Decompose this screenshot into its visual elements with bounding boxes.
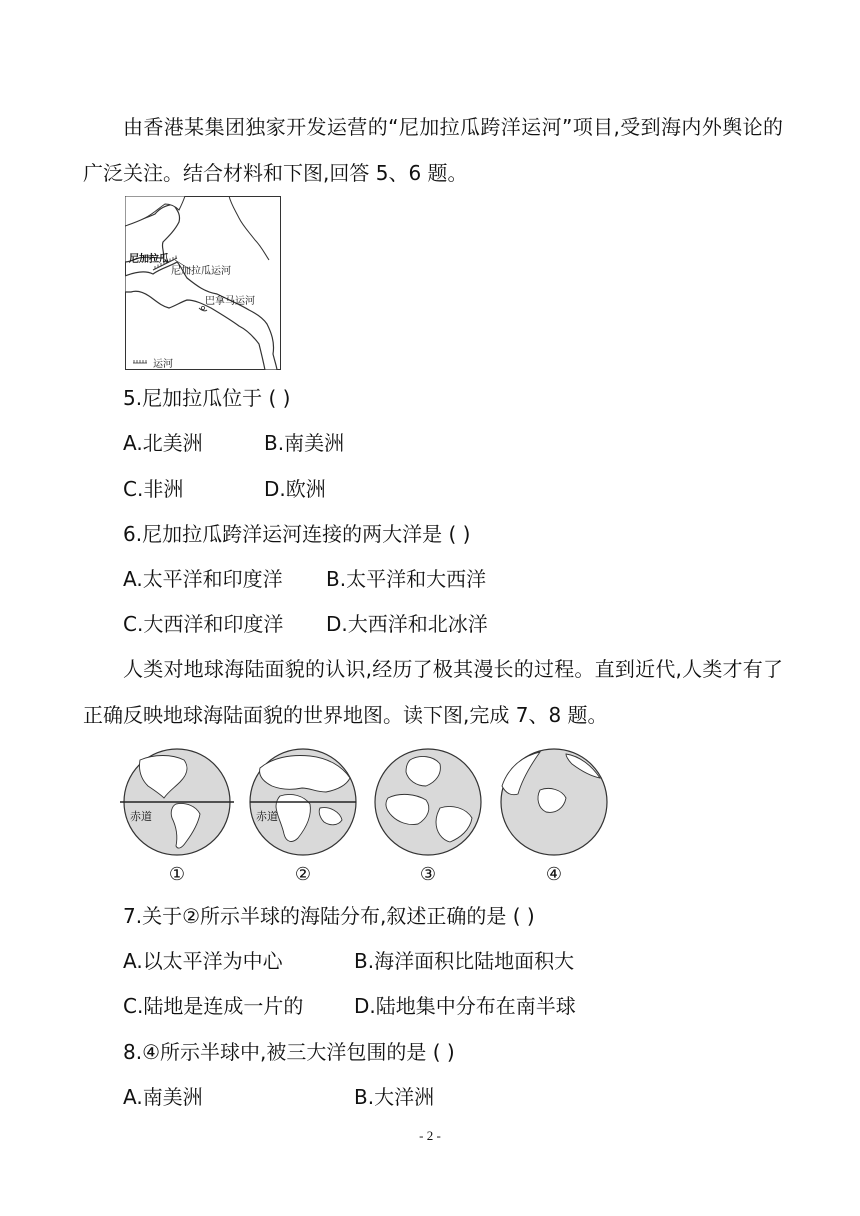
globe-2-equator-label: 赤道 — [256, 810, 278, 823]
question-6-stem: 6.尼加拉瓜跨洋运河连接的两大洋是 ( ) — [123, 522, 471, 546]
map-label-panama-canal: 巴拿马运河 — [205, 296, 255, 307]
question-6-option-b: B.太平洋和大西洋 — [326, 567, 487, 591]
question-8-option-a: A.南美洲 — [123, 1085, 203, 1109]
question-5-option-a: A.北美洲 — [123, 431, 203, 455]
question-6-option-a: A.太平洋和印度洋 — [123, 567, 283, 591]
globes-drawing — [120, 746, 620, 858]
question-7-stem: 7.关于②所示半球的海陆分布,叙述正确的是 ( ) — [123, 904, 535, 928]
central-america-map — [125, 196, 281, 370]
question-5-option-d: D.欧洲 — [264, 477, 326, 501]
globe-3-label: ③ — [419, 864, 437, 885]
material-paragraph-1: 由香港某集团独家开发运营的“尼加拉瓜跨洋运河”项目,受到海内外舆论的广泛关注。结合材料和下图,回答 5、6 题。 — [83, 115, 783, 185]
question-5-stem: 5.尼加拉瓜位于 ( ) — [123, 386, 291, 410]
question-6-option-c: C.大西洋和印度洋 — [123, 612, 284, 636]
hemisphere-globes — [120, 746, 620, 886]
question-7-option-c: C.陆地是连成一片的 — [123, 994, 304, 1018]
question-7-option-d: D.陆地集中分布在南半球 — [354, 994, 576, 1018]
material-paragraph-2: 人类对地球海陆面貌的认识,经历了极其漫长的过程。直到近代,人类才有了正确反映地球海陆面貌的世界地图。读下图,完成 7、8 题。 — [83, 657, 783, 727]
question-8-option-b: B.大洋洲 — [354, 1085, 435, 1109]
globe-1-equator-label: 赤道 — [130, 810, 152, 823]
globe-4-label: ④ — [545, 864, 563, 885]
question-8-stem: 8.④所示半球中,被三大洋包围的是 ( ) — [123, 1040, 455, 1064]
map-legend-text: 运河 — [153, 359, 173, 370]
question-5-option-c: C.非洲 — [123, 477, 184, 501]
question-5-option-b: B.南美洲 — [264, 431, 345, 455]
globe-2-label: ② — [294, 864, 312, 885]
question-7-option-a: A.以太平洋为中心 — [123, 949, 283, 973]
map-label-nicaragua-canal: 尼加拉瓜运河 — [171, 266, 231, 277]
question-7-option-b: B.海洋面积比陆地面积大 — [354, 949, 575, 973]
page-number: - 2 - — [419, 1128, 441, 1143]
map-drawing — [125, 196, 281, 370]
map-label-nicaragua: 尼加拉瓜 — [129, 254, 169, 265]
globe-1-label: ① — [168, 864, 186, 885]
question-6-option-d: D.大西洋和北冰洋 — [326, 612, 488, 636]
